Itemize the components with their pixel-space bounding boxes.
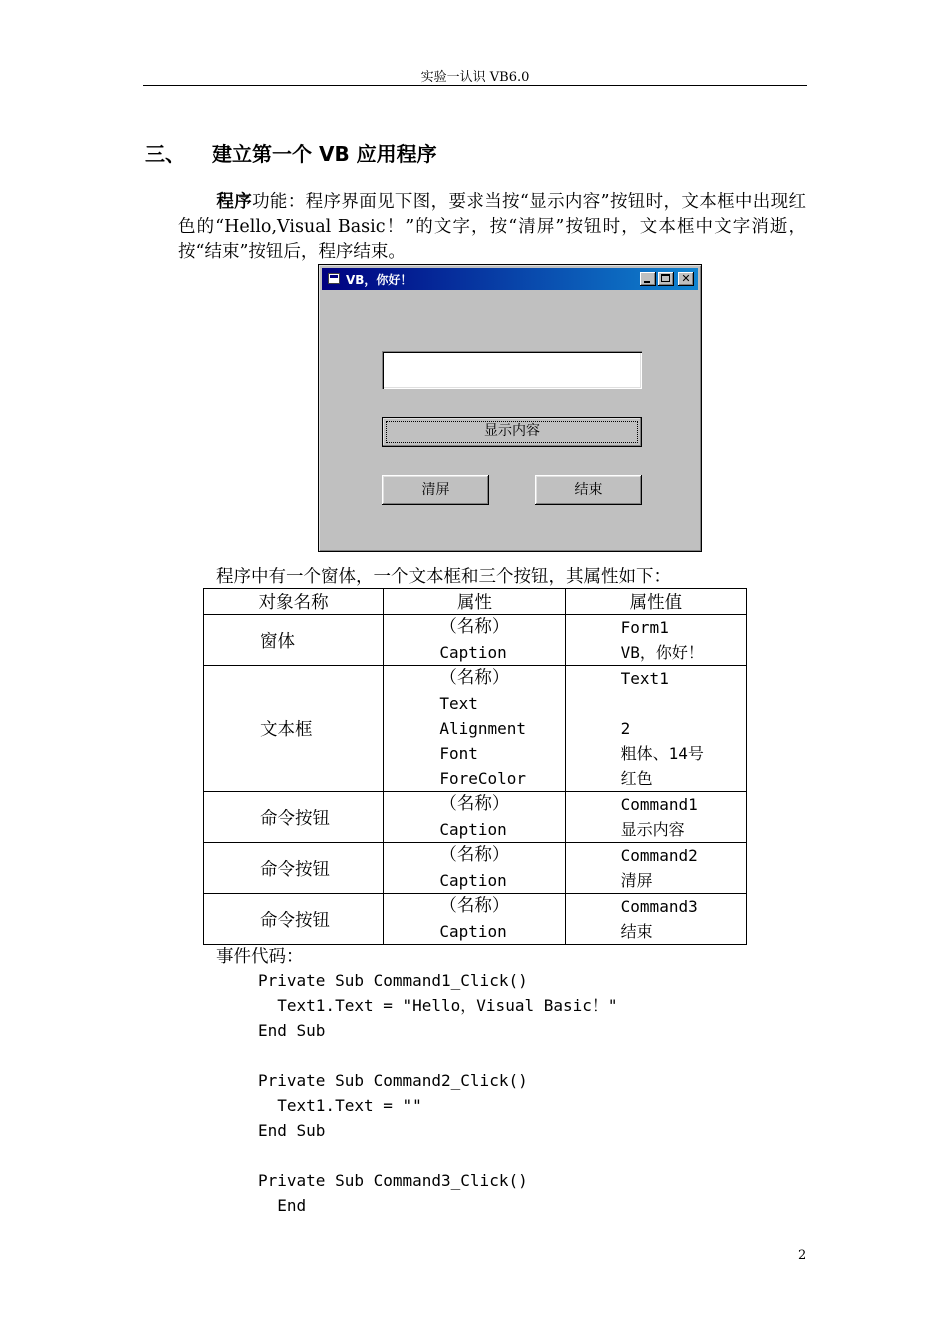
attr-alignment: Alignment xyxy=(439,719,527,738)
attr-cell xyxy=(384,615,565,666)
code-line: End xyxy=(258,1196,307,1215)
attr-cell xyxy=(384,792,565,843)
code-line xyxy=(258,1143,618,1168)
attr-caption: Caption xyxy=(439,922,507,941)
object-name: 命令按钮 xyxy=(204,843,384,894)
section-title: 建立第一个 VB 应用程序 xyxy=(212,142,437,166)
value-caption: 显示内容 xyxy=(620,820,685,839)
code-line: Private Sub Command3_Click() xyxy=(258,1171,528,1190)
clear-button[interactable]: 清屏 xyxy=(382,475,489,505)
header-object: 对象名称 xyxy=(204,589,384,615)
code-block xyxy=(258,968,618,1218)
page-header: 实验一认识 VB6.0 xyxy=(420,70,530,85)
header-attribute: 属性 xyxy=(384,589,565,615)
end-button[interactable]: 结束 xyxy=(535,475,642,505)
code-title: 事件代码： xyxy=(216,947,304,967)
intro-text: 功能：程序界面见下图，要求当按“显示内容”按钮时，文本框中出现红色的“Hello,Visual Basic！”的文字，按“清屏”按钮时，文本框中文字消逝，按“结束”按钮后，程序结束。 xyxy=(178,192,806,262)
value-cell xyxy=(565,666,746,792)
window-titlebar[interactable] xyxy=(322,268,698,290)
value-cell xyxy=(565,894,746,945)
code-line: Text1.Text = "" xyxy=(258,1096,422,1115)
minimize-icon[interactable] xyxy=(640,272,656,286)
value-alignment: 2 xyxy=(620,719,631,738)
table-row xyxy=(204,843,747,894)
value-text xyxy=(621,691,746,716)
value-caption: 清屏 xyxy=(620,871,653,890)
value-caption: 结束 xyxy=(620,922,653,941)
table-header-row xyxy=(204,589,747,615)
value-cell xyxy=(565,792,746,843)
attr-name: （名称） xyxy=(439,896,510,916)
value-name: Command1 xyxy=(620,795,698,814)
table-row xyxy=(204,666,747,792)
attr-name: （名称） xyxy=(439,845,510,865)
object-name: 文本框 xyxy=(204,666,384,792)
properties-table xyxy=(203,588,747,945)
intro-lead: 程序 xyxy=(216,192,253,212)
object-name: 命令按钮 xyxy=(204,792,384,843)
object-name: 窗体 xyxy=(204,615,384,666)
attr-forecolor: ForeColor xyxy=(439,769,527,788)
attr-cell xyxy=(384,843,565,894)
value-cell xyxy=(565,615,746,666)
section-number: 三、 xyxy=(145,142,185,166)
close-icon[interactable]: ✕ xyxy=(678,272,694,286)
value-name: Command2 xyxy=(620,846,698,865)
value-name: Command3 xyxy=(620,897,698,916)
value-cell xyxy=(565,843,746,894)
attr-text: Text xyxy=(439,694,478,713)
intro-paragraph xyxy=(178,190,806,265)
value-forecolor: 红色 xyxy=(620,769,653,788)
attr-cell xyxy=(384,894,565,945)
attr-caption: Caption xyxy=(439,871,507,890)
window-app-icon xyxy=(328,273,340,284)
show-content-button[interactable] xyxy=(382,417,642,447)
table-row xyxy=(204,792,747,843)
table-row xyxy=(204,894,747,945)
code-line xyxy=(258,1043,618,1068)
code-line: Text1.Text = "Hello，Visual Basic！" xyxy=(258,996,618,1015)
value-name: Text1 xyxy=(620,669,669,688)
value-font: 粗体、14号 xyxy=(620,744,704,763)
attr-name: （名称） xyxy=(439,794,510,814)
code-line: Private Sub Command2_Click() xyxy=(258,1071,528,1090)
properties-intro: 程序中有一个窗体，一个文本框和三个按钮，其属性如下： xyxy=(216,567,671,587)
maximize-icon[interactable] xyxy=(658,272,674,286)
value-name: Form1 xyxy=(620,618,669,637)
attr-caption: Caption xyxy=(439,820,507,839)
header-value: 属性值 xyxy=(565,589,746,615)
text1-textbox[interactable] xyxy=(382,351,642,389)
attr-caption: Caption xyxy=(439,643,507,662)
window-title: VB，你好！ xyxy=(346,273,413,287)
header-rule xyxy=(143,85,807,86)
attr-cell xyxy=(384,666,565,792)
page-number: 2 xyxy=(798,1248,807,1263)
value-caption: VB，你好！ xyxy=(620,643,704,662)
attr-name: （名称） xyxy=(439,668,510,688)
code-line: End Sub xyxy=(258,1121,326,1140)
object-name: 命令按钮 xyxy=(204,894,384,945)
attr-font: Font xyxy=(439,744,478,763)
show-content-label: 显示内容 xyxy=(484,423,540,439)
vb-form-window xyxy=(318,264,702,552)
code-line: Private Sub Command1_Click() xyxy=(258,971,528,990)
attr-name: （名称） xyxy=(439,617,510,637)
code-line: End Sub xyxy=(258,1021,326,1040)
table-row xyxy=(204,615,747,666)
